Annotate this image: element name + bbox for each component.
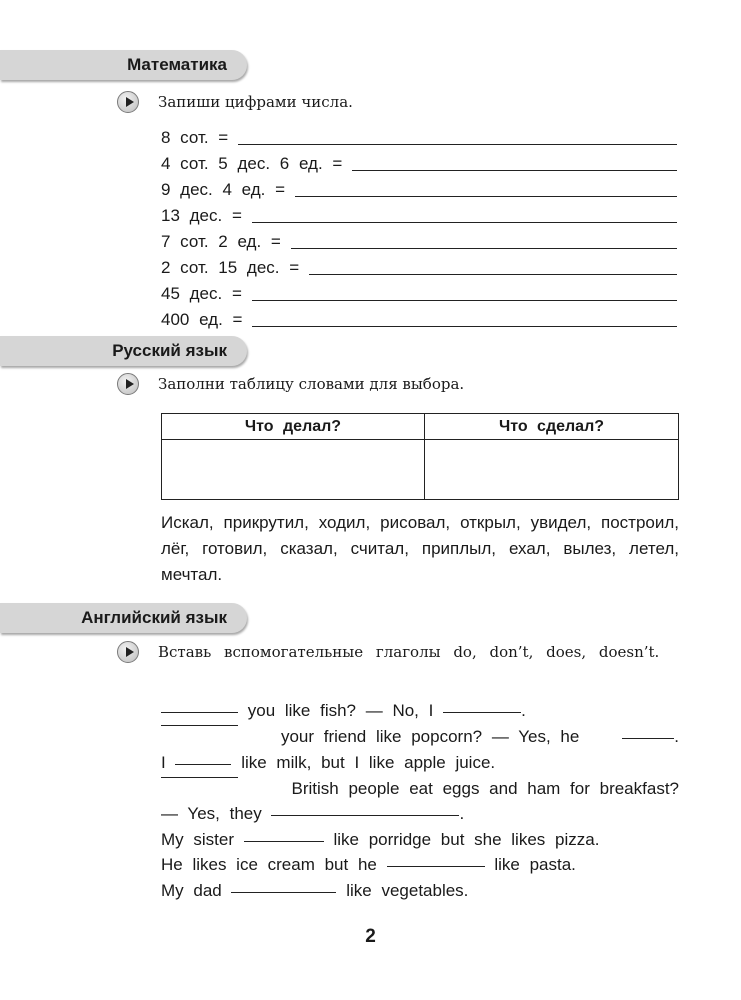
table-cell-perfective[interactable]: [425, 440, 678, 499]
answer-blank[interactable]: [161, 711, 238, 713]
math-line: 400 ед. =: [161, 306, 677, 332]
math-line: 2 сот. 15 дес. =: [161, 254, 677, 280]
math-task: [117, 91, 353, 114]
section-tab-russian: Русский язык: [0, 336, 247, 366]
answer-blank[interactable]: [252, 300, 677, 301]
answer-blank[interactable]: [175, 763, 231, 765]
math-instruction: Запиши цифрами числа.: [158, 93, 353, 111]
math-line: 7 сот. 2 ед. =: [161, 228, 677, 254]
play-icon[interactable]: [117, 91, 139, 113]
table-header-imperfective: Что делал?: [162, 414, 425, 440]
answer-blank[interactable]: [622, 737, 674, 739]
math-line: 9 дес. 4 ед. =: [161, 176, 677, 202]
answer-blank[interactable]: [352, 170, 677, 171]
russian-instruction: Заполни таблицу словами для выбора.: [158, 375, 465, 393]
sentence-2: your friend like popcorn? — Yes, he .: [161, 724, 679, 750]
answer-blank[interactable]: [161, 776, 238, 778]
sentence-6: My sister like porridge but she likes pizza.: [161, 830, 600, 849]
word-choices: Искал, прикрутил, ходил, рисовал, открыл, увидел, построил, лёг, готовил, сказал, считал, приплыл, ехал, вылез, летел, мечтал.: [161, 513, 679, 584]
play-icon[interactable]: [117, 373, 139, 395]
answer-blank[interactable]: [231, 891, 336, 893]
answer-blank[interactable]: [443, 711, 521, 713]
section-tab-math: Математика: [0, 50, 247, 80]
table-header-perfective: Что сделал?: [425, 414, 678, 440]
sentence-5: — Yes, they .: [161, 804, 465, 823]
answer-blank[interactable]: [295, 196, 677, 197]
sentence-3: I like milk, but I like apple juice.: [161, 753, 496, 772]
section-tab-english: Английский язык: [0, 603, 247, 633]
answer-blank[interactable]: [238, 144, 677, 145]
sentence-7: He likes ice cream but he like pasta.: [161, 855, 576, 874]
english-instruction: Вставь вспомогательные глаголы do, don’t, does, doesn’t.: [158, 643, 660, 661]
math-line: 8 сот. =: [161, 124, 677, 150]
sentence-1: you like fish? — No, I .: [161, 698, 679, 724]
answer-blank[interactable]: [387, 865, 485, 867]
math-line: 13 дес. =: [161, 202, 677, 228]
math-line: 4 сот. 5 дес. 6 ед. =: [161, 150, 677, 176]
answer-blank[interactable]: [244, 840, 324, 842]
answer-blank[interactable]: [309, 274, 677, 275]
verb-table: [161, 413, 679, 500]
table-cell-imperfective[interactable]: [162, 440, 425, 499]
answer-blank[interactable]: [252, 222, 677, 223]
answer-blank[interactable]: [161, 724, 238, 726]
russian-task: [117, 373, 464, 396]
answer-blank[interactable]: [271, 814, 459, 816]
sentence-4: British people eat eggs and ham for breakfast?: [161, 776, 679, 802]
answer-blank[interactable]: [291, 248, 677, 249]
math-line: 45 дес. =: [161, 280, 677, 306]
page-number: 2: [365, 926, 376, 947]
sentence-8: My dad like vegetables.: [161, 881, 469, 900]
english-task: [117, 641, 679, 664]
play-icon[interactable]: [117, 641, 139, 663]
answer-blank[interactable]: [252, 326, 677, 327]
